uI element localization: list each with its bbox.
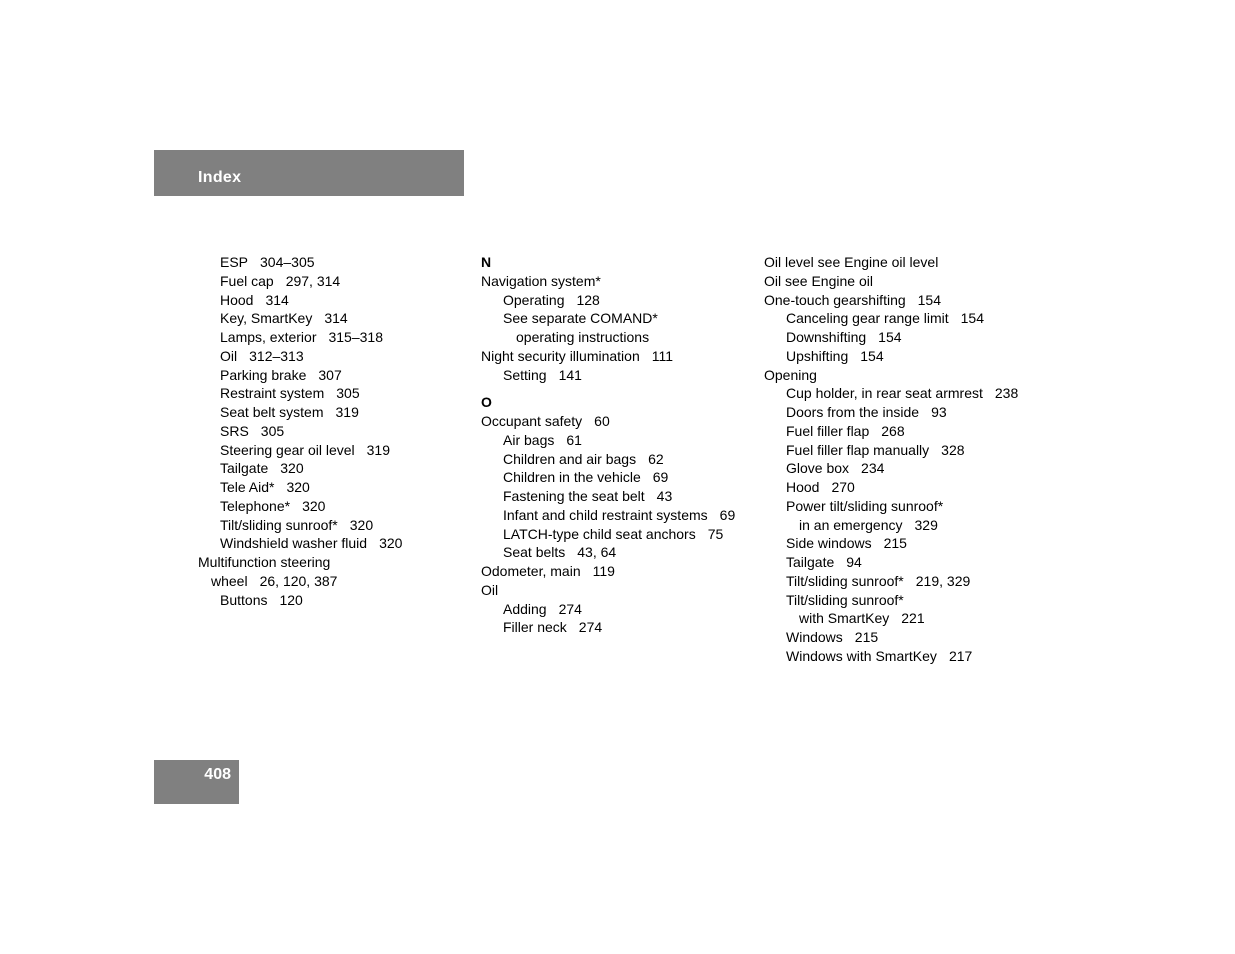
index-term: Tilt/sliding sunroof* [786, 591, 904, 608]
index-page-ref: 270 [831, 479, 855, 495]
index-page-ref: 320 [379, 535, 403, 552]
index-page-ref: 120 [279, 591, 303, 608]
section-gap [481, 384, 735, 393]
index-term: One-touch gearshifting [764, 291, 906, 308]
index-term: Tilt/sliding sunroof* [786, 572, 904, 589]
index-term: Telephone* [220, 497, 291, 514]
index-term: with SmartKey [799, 610, 890, 627]
index-term: Multifunction steering [198, 554, 331, 570]
index-term: Upshifting [786, 347, 849, 364]
index-entry [198, 384, 402, 403]
index-entry [481, 431, 735, 450]
index-entry [198, 497, 402, 516]
index-entry [198, 422, 402, 441]
index-entry [198, 553, 402, 572]
index-page-ref: 94 [846, 554, 862, 570]
page-title: Index [198, 169, 242, 186]
index-entry [481, 543, 735, 562]
index-entry [198, 347, 402, 366]
index-entry [481, 468, 735, 487]
section-letter: N [481, 254, 492, 270]
index-term: Power tilt/sliding sunroof* [786, 497, 944, 514]
index-entry [764, 628, 1018, 647]
index-term: Fuel cap [220, 272, 274, 289]
index-entry [764, 272, 1018, 291]
index-page-ref: 319 [335, 404, 359, 420]
index-page-ref: 61 [566, 431, 582, 448]
index-entry [481, 347, 735, 366]
index-entry [764, 384, 1018, 403]
index-page-ref: 128 [576, 291, 600, 308]
index-entry [481, 412, 735, 431]
index-page-ref: 320 [302, 497, 326, 514]
index-term: Downshifting [786, 329, 867, 345]
index-entry [481, 328, 735, 347]
index-page-ref: 154 [960, 310, 984, 327]
index-entry [481, 506, 735, 525]
index-entry [764, 253, 1018, 272]
index-entry [481, 450, 735, 469]
index-entry [481, 618, 735, 637]
index-page-ref: 26, 120, 387 [259, 572, 338, 589]
index-entry [481, 562, 735, 581]
index-entry [764, 609, 1018, 628]
index-term: Night security illumination [481, 347, 640, 364]
index-header-bar [154, 150, 464, 196]
index-page-ref: 320 [280, 460, 304, 477]
index-entry [198, 459, 402, 478]
index-term: in an emergency [799, 516, 903, 533]
index-page-ref: 69 [652, 469, 669, 486]
index-term: Parking brake [220, 366, 307, 383]
index-term: Fuel filler flap manually [786, 441, 930, 458]
index-term: SRS [220, 422, 249, 439]
index-term: See separate COMAND* [503, 310, 658, 327]
index-entry [198, 253, 402, 272]
index-term: Side windows [786, 535, 872, 552]
index-term: Restraint system [220, 385, 325, 402]
index-term: Tailgate [786, 554, 835, 570]
index-term: Hood [220, 291, 254, 308]
index-page-ref: 221 [901, 610, 925, 627]
index-entry [481, 487, 735, 506]
index-entry [481, 309, 735, 328]
index-page-ref: 312–313 [249, 347, 304, 364]
index-term: Key, SmartKey [220, 310, 313, 327]
index-term: Tilt/sliding sunroof* [220, 516, 338, 533]
index-page-ref: 217 [948, 647, 973, 664]
index-entry [198, 328, 402, 347]
index-page-ref: 314 [324, 310, 348, 327]
index-page-ref: 328 [941, 441, 965, 458]
index-entry [764, 572, 1018, 591]
index-term: wheel [211, 572, 248, 589]
index-term: Opening [764, 366, 817, 383]
index-page-ref: 268 [881, 422, 905, 439]
index-term: Children in the vehicle [503, 469, 641, 486]
index-entry [764, 366, 1018, 385]
index-page-ref: 314 [265, 291, 289, 308]
index-page-ref: 60 [594, 413, 610, 429]
index-entry [764, 516, 1018, 535]
index-entry [198, 366, 402, 385]
index-entry [481, 525, 735, 544]
index-term: Windows [786, 629, 843, 645]
index-entry [198, 534, 402, 553]
index-entry [198, 478, 402, 497]
index-entry [198, 516, 402, 535]
index-term: Children and air bags [503, 450, 637, 467]
index-page-ref: 305 [336, 385, 360, 402]
index-entry [764, 497, 1018, 516]
index-page-ref: 315–318 [328, 329, 383, 345]
index-page-ref: 319 [366, 441, 390, 458]
index-entry [198, 572, 402, 591]
index-entry [764, 534, 1018, 553]
index-page-ref: 154 [878, 329, 902, 345]
index-entry [764, 441, 1018, 460]
index-entry [764, 291, 1018, 310]
index-column-3 [764, 253, 1018, 666]
index-entry [764, 422, 1018, 441]
index-page-ref: 238 [994, 385, 1019, 402]
index-page-ref: 234 [861, 460, 885, 477]
index-entry [764, 459, 1018, 478]
page-number-box [154, 760, 239, 804]
index-term: Lamps, exterior [220, 329, 317, 345]
index-page-ref: 62 [648, 450, 664, 467]
index-entry [764, 309, 1018, 328]
index-page-ref: 69 [719, 506, 736, 523]
index-entry [481, 600, 735, 619]
index-entry [198, 291, 402, 310]
index-page-ref: 320 [286, 479, 310, 495]
index-entry [481, 581, 735, 600]
index-page-ref: 307 [318, 366, 342, 383]
index-column-1 [198, 253, 402, 609]
index-page-ref: 75 [707, 525, 724, 542]
index-term: Filler neck [503, 619, 567, 636]
index-term: operating instructions [516, 329, 650, 345]
index-term: Operating [503, 291, 565, 308]
page-number: 408 [204, 766, 231, 783]
index-entry [764, 553, 1018, 572]
index-entry [198, 403, 402, 422]
index-page-ref: 297, 314 [285, 272, 341, 289]
index-term: Odometer, main [481, 563, 581, 579]
index-term: Oil [481, 581, 499, 598]
index-column-2 [481, 253, 735, 637]
index-entry [764, 403, 1018, 422]
index-term: Canceling gear range limit [786, 310, 949, 327]
index-term: Oil level see Engine oil level [764, 254, 939, 270]
index-entry [481, 272, 735, 291]
index-page-ref: 111 [651, 347, 674, 364]
index-page-ref: 119 [592, 563, 615, 579]
index-term: Steering gear oil level [220, 441, 355, 458]
index-term: Air bags [503, 431, 555, 448]
index-term: LATCH-type child seat anchors [503, 525, 696, 542]
index-page-ref: 93 [931, 404, 947, 420]
index-page-ref: 215 [883, 535, 907, 552]
index-term: Tele Aid* [220, 479, 275, 495]
index-page-ref: 305 [260, 422, 285, 439]
index-term: Seat belt system [220, 404, 324, 420]
index-term: Oil [220, 347, 238, 364]
index-page-ref: 219, 329 [915, 572, 971, 589]
index-term: Occupant safety [481, 413, 583, 429]
index-page-ref: 141 [558, 366, 582, 383]
index-page-ref: 274 [558, 600, 582, 617]
index-page-ref: 329 [914, 516, 938, 533]
index-term: Oil see Engine oil [764, 272, 873, 289]
index-term: Seat belts [503, 544, 566, 561]
index-entry [764, 478, 1018, 497]
index-page-ref: 154 [860, 347, 884, 364]
index-page-ref: 43 [656, 488, 673, 504]
index-term: Adding [503, 600, 547, 617]
index-term: Hood [786, 479, 820, 495]
index-term: ESP [220, 254, 249, 270]
index-entry [198, 309, 402, 328]
index-page-ref: 215 [854, 629, 879, 645]
index-entry [764, 591, 1018, 610]
index-term: Tailgate [220, 460, 269, 477]
index-entry [764, 347, 1018, 366]
section-letter: O [481, 394, 492, 411]
index-term: Cup holder, in rear seat armrest [786, 385, 983, 402]
index-term: Doors from the inside [786, 404, 920, 420]
index-term: Windows with SmartKey [786, 647, 937, 664]
index-entry [764, 647, 1018, 666]
index-term: Navigation system* [481, 272, 601, 289]
index-entry [764, 328, 1018, 347]
index-entry [481, 366, 735, 385]
index-entry [481, 291, 735, 310]
index-page-ref: 274 [578, 619, 603, 636]
index-term: Fuel filler flap [786, 422, 870, 439]
index-entry [198, 272, 402, 291]
index-term: Windshield washer fluid [220, 535, 368, 552]
index-term: Buttons [220, 591, 268, 608]
index-term: Setting [503, 366, 547, 383]
index-page-ref: 320 [349, 516, 374, 533]
index-page-ref: 43, 64 [577, 544, 617, 561]
index-entry [198, 591, 402, 610]
index-page-ref: 154 [917, 291, 941, 308]
index-term: Fastening the seat belt [503, 488, 645, 504]
index-term: Glove box [786, 460, 850, 477]
index-page-ref: 304–305 [260, 254, 315, 270]
index-term: Infant and child restraint systems [503, 506, 708, 523]
index-entry [198, 441, 402, 460]
